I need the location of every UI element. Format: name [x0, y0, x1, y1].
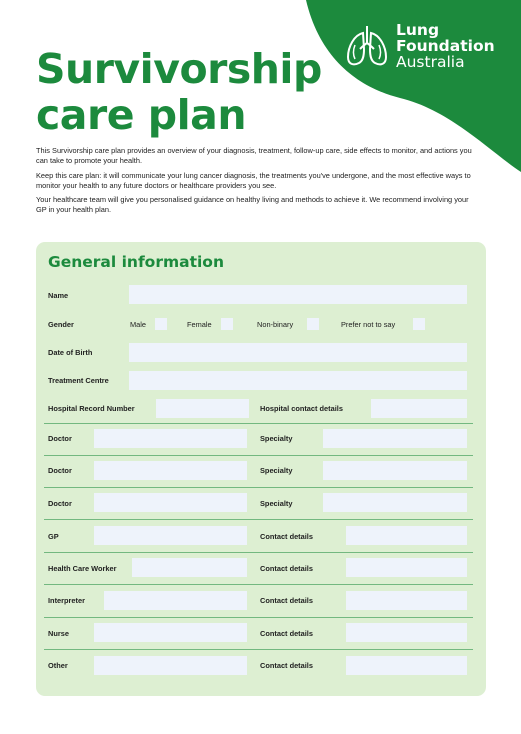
doctor-field[interactable] — [94, 493, 247, 512]
brand-logo — [344, 22, 495, 70]
gender-prefer-not-checkbox[interactable] — [413, 318, 425, 330]
divider — [44, 584, 473, 585]
page-title — [36, 46, 322, 138]
health-care-worker-field[interactable] — [132, 558, 247, 577]
row-right-label: Contact details — [260, 596, 313, 605]
contact-details-field[interactable] — [346, 623, 467, 642]
brand-name-line1: Lung — [396, 21, 440, 39]
contact-details-field[interactable] — [346, 558, 467, 577]
brand-name-line3: Australia — [396, 53, 465, 71]
gender-female-checkbox[interactable] — [221, 318, 233, 330]
specialty-field[interactable] — [323, 429, 467, 448]
contact-details-field[interactable] — [346, 656, 467, 675]
page-title-line2: care plan — [36, 91, 247, 139]
other-field[interactable] — [94, 656, 247, 675]
row-right-label: Specialty — [260, 466, 293, 475]
hospital-record-label: Hospital Record Number — [48, 404, 135, 413]
lungs-icon — [344, 23, 390, 69]
doctor-field[interactable] — [94, 429, 247, 448]
specialty-field[interactable] — [323, 493, 467, 512]
dob-field[interactable] — [129, 343, 467, 362]
treatment-centre-label: Treatment Centre — [48, 376, 109, 385]
row-right-label: Specialty — [260, 434, 293, 443]
gender-non-binary-checkbox[interactable] — [307, 318, 319, 330]
row-left-label: Doctor — [48, 466, 72, 475]
intro-paragraph: Your healthcare team will give you personalised guidance on healthy living and methods to achieve it. We recommend involving your GP in your health plan. — [36, 195, 469, 215]
row-right-label: Contact details — [260, 629, 313, 638]
gender-label: Gender — [48, 320, 74, 329]
contact-details-field[interactable] — [346, 526, 467, 545]
dob-label: Date of Birth — [48, 348, 93, 357]
row-right-label: Contact details — [260, 661, 313, 670]
row-left-label: Doctor — [48, 499, 72, 508]
row-left-label: Interpreter — [48, 596, 85, 605]
row-left-label: GP — [48, 532, 59, 541]
divider — [44, 552, 473, 553]
doctor-field[interactable] — [94, 461, 247, 480]
general-information-panel — [36, 242, 486, 696]
interpreter-field[interactable] — [104, 591, 247, 610]
treatment-centre-field[interactable] — [129, 371, 467, 390]
row-left-label: Nurse — [48, 629, 69, 638]
hospital-record-field[interactable] — [156, 399, 249, 418]
divider — [44, 423, 473, 424]
specialty-field[interactable] — [323, 461, 467, 480]
name-field[interactable] — [129, 285, 467, 304]
divider — [44, 455, 473, 456]
gender-option-label: Prefer not to say — [341, 320, 396, 329]
brand-name-line2: Foundation — [396, 37, 495, 55]
row-right-label: Contact details — [260, 532, 313, 541]
intro-paragraph: This Survivorship care plan provides an overview of your diagnosis, treatment, follow-up care, side effects to monitor, and actions you can take to promote your health. — [36, 146, 472, 166]
gender-option-label: Male — [130, 320, 147, 329]
gp-field[interactable] — [94, 526, 247, 545]
row-left-label: Doctor — [48, 434, 72, 443]
row-right-label: Specialty — [260, 499, 293, 508]
page-title-line1: Survivorship — [36, 45, 322, 93]
gender-option-label: Non-binary — [257, 320, 294, 329]
intro-text — [36, 146, 476, 220]
divider — [44, 519, 473, 520]
gender-option-label: Female — [187, 320, 212, 329]
divider — [44, 649, 473, 650]
intro-paragraph: Keep this care plan: it will communicate your lung cancer diagnosis, the treatments you've undergone, and the most effective ways to monitor your health to any future doctors or healthcare providers you see. — [36, 170, 471, 190]
row-left-label: Health Care Worker — [48, 564, 117, 573]
row-right-label: Contact details — [260, 564, 313, 573]
divider — [44, 617, 473, 618]
divider — [44, 487, 473, 488]
row-left-label: Other — [48, 661, 68, 670]
name-label: Name — [48, 291, 69, 300]
nurse-field[interactable] — [94, 623, 247, 642]
contact-details-field[interactable] — [346, 591, 467, 610]
hospital-contact-label: Hospital contact details — [260, 404, 343, 413]
section-heading: General information — [48, 253, 224, 271]
gender-male-checkbox[interactable] — [155, 318, 167, 330]
hospital-contact-field[interactable] — [371, 399, 467, 418]
